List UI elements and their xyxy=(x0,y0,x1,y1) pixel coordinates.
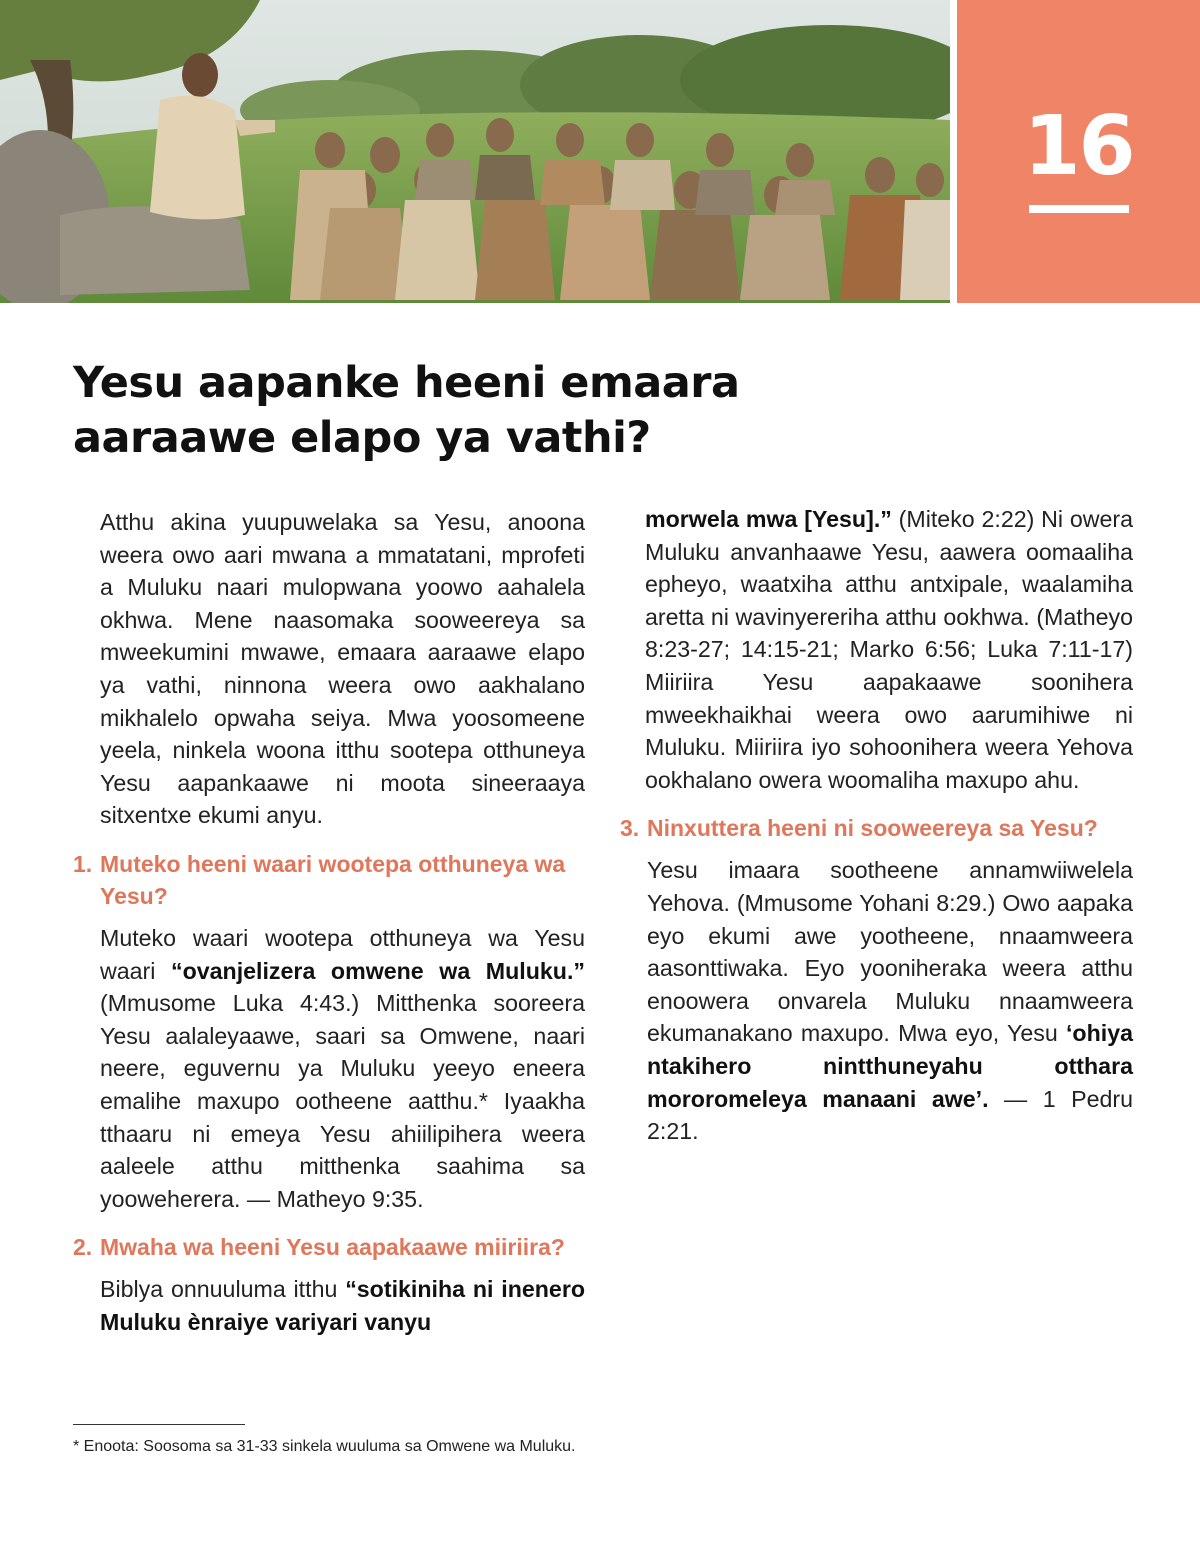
page-title: Yesu aapanke heeni emaara aaraawe elapo ya vathi? xyxy=(73,358,740,463)
footnote-rule xyxy=(73,1424,245,1425)
question-3: 3. Ninxuttera heeni ni sooweereya sa Yesu? xyxy=(620,815,1098,842)
answer-2-part-1: Biblya onnuuluma itthu “sotikiniha ni inenero Muluku ènraiye variyari vanyu xyxy=(100,1276,586,1335)
footnote: * Enoota: Soosoma sa 31-33 sinkela wuuluma sa Omwene wa Muluku. xyxy=(73,1438,576,1455)
answer-1: Muteko waari wootepa otthuneya wa Yesu waari “ovanjelizera omwene wa Muluku.” (Mmusome Luka 4:43.) Mitthenka sooreera Yesu aalaleyaawe, saari sa Omwene, naari neere, eguvernu ya Muluku yeeyo eneera emalihe maxupo ootheene aatthu.* Iyaakha tthaaru ni emeya Yesu ahiilipihera weera aaleele atthu mitthenka saahima sa yooweherera. — Matheyo 9:35. xyxy=(100,924,585,1212)
lesson-number: 16 xyxy=(1023,99,1134,194)
left-column xyxy=(73,506,585,1338)
header-photo xyxy=(0,0,950,303)
right-column xyxy=(620,503,1133,1148)
crowd-illustration xyxy=(0,0,950,303)
answer-2-part-2: morwela mwa [Yesu].” (Miteko 2:22) Ni owera Muluku anvanhaawe Yesu, aawera oomaaliha epheyo, waatxiha atthu antxipale, waalamiha aretta ni wavinyereriha atthu ookhwa. (Matheyo 8:23-27; 14:15-21; Marko 6:56; Luka 7:11-17) Miiriira Yesu aapakaawe soonihera mweekhaikhai weera owo aarumihiwe ni Muluku. Miiriira iyo sohoonihera weera Yehova ookhalano owera woomaliha maxupo ahu. xyxy=(645,506,1133,793)
intro-paragraph: Atthu akina yuupuwelaka sa Yesu, anoona weera owo aari mwana a mmatatani, mprofeti a Muluku naari mulopwana yoowo aahalela okhwa. Mene naasomaka sooweereya sa mweekumini mwawe, emaara aaraawe elapo ya vathi, ninnona weera owo aakhalano mikhalelo opwaha seiya. Mwa yoosomeene yeela, ninkela woona itthu sootepa otthuneya Yesu aapankaawe ni moota sineeraaya sitxentxe ekumi anyu. xyxy=(100,509,585,829)
lesson-number-underline xyxy=(1029,205,1129,213)
lesson-number-badge xyxy=(957,0,1200,303)
answer-3: Yesu imaara sootheene annamwiiwelela Yehova. (Mmusome Yohani 8:29.) Owo aapaka eyo ekumi awe yootheene, nnaamweera aasonttiwaka. Eyo yooniheraka weera atthu enoowera onvarela Muluku nnaamweera ekumanakano maxupo. Mwa eyo, Yesu ‘ohiya ntakihero nintthuneyahu otthara mororomeleya manaani awe’. — 1 Pedru 2:21. xyxy=(647,857,1133,1145)
question-1: 1. Muteko heeni waari wootepa otthuneya wa Yesu? xyxy=(73,850,566,909)
question-2: 2. Mwaha wa heeni Yesu aapakaawe miiriira? xyxy=(73,1234,565,1261)
